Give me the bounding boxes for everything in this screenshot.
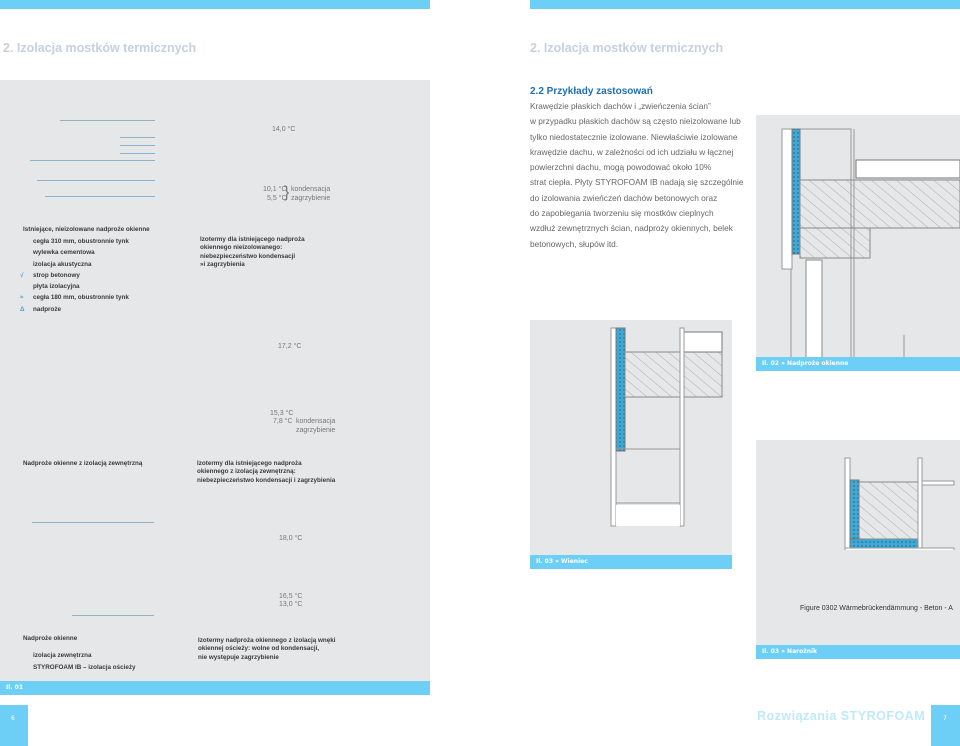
page-number-right: 7 xyxy=(931,705,960,746)
section-heading: 2.2 Przykłady zastosowań xyxy=(530,86,653,97)
isotherm-caption: Izotermy dla istniejącego nadproża okiennego nieizolowanego: niebezpieczeństwo kondensacji »i zagrzybienia xyxy=(200,236,305,269)
top-bar-left xyxy=(0,0,430,9)
isotherm-temp: 18,0 °C xyxy=(279,535,303,542)
page-number-left: 6 xyxy=(0,705,28,746)
figure-title: Nadproże okienne z izolacją zewnętrzną xyxy=(23,460,143,467)
brace-icon: } xyxy=(284,184,290,201)
page-title-left: 2. Izolacja mostków termicznych xyxy=(3,41,197,55)
ring-beam-drawing xyxy=(530,320,732,555)
isotherm-temp: 10,1 °C xyxy=(263,186,287,193)
corner-drawing xyxy=(756,440,960,550)
top-bar-right xyxy=(530,0,960,9)
isotherm-caption: Izotermy nadproża okiennego z izolacją wnęki okiennej ościeży: wolne od kondensacji, nie występuje zagrzybienie xyxy=(198,637,336,661)
mould-label: zagrzybienie xyxy=(291,195,331,202)
figure-caption: Il. 01 xyxy=(0,681,430,695)
legend-item: Δ nadproże xyxy=(20,305,61,313)
figure-caption: Il. 03 » Wieniec xyxy=(530,555,732,569)
body-text: Krawędzie płaskich dachów i „zwieńczenia ścian” w przypadku płaskich dachów są często nieizolowane lub tylko niedostatecznie izolowane. Niewłaściwie izolowane krawędzie dachu, w zależności od ich udziału w łącznej powierzchni dachu, mogą powodować około 10% strat ciepła. Płyty STYROFOAM IB nadają się szczególnie do izolowania zwieńczeń dachów betonowych oraz do zapobiegania tworzeniu się mostków cieplnych wzdłuż zewnętrznych ścian, nadproży okiennych, belek betonowych, słupów itd. xyxy=(530,101,744,249)
figure-panel-left xyxy=(0,80,430,695)
isotherm-temp: 17,2 °C xyxy=(278,343,302,350)
isotherm-temp: 15,3 °C xyxy=(270,410,294,417)
figure-window-lintel xyxy=(756,115,960,371)
lintel-drawing xyxy=(756,115,960,357)
isotherm-temp: 16,5 °C xyxy=(279,593,303,600)
isotherm-temp: 13,0 °C xyxy=(279,601,303,608)
isotherm-temp: 14,0 °C xyxy=(272,126,296,133)
figure-note: Figure 0302 Wärmebrückendämmung - Beton - A xyxy=(800,605,953,612)
figure-title: Nadproże okienne xyxy=(23,635,78,642)
condensation-label: kondensacja xyxy=(296,418,336,425)
page-title-right: 2. Izolacja mostków termicznych xyxy=(530,41,724,55)
figure-title: Istniejące, nieizolowane nadproże okienne xyxy=(23,226,150,233)
mould-label: zagrzybienie xyxy=(296,427,336,434)
legend-item: izolacja akustyczna xyxy=(33,260,92,268)
legend-list xyxy=(20,238,129,317)
legend-item: ≈ cegła 180 mm, obustronnie tynk xyxy=(20,294,129,302)
figure-corner xyxy=(756,440,960,659)
figure-caption: Il. 02 » Nadproże okienne xyxy=(756,357,960,371)
legend-item: cegła 310 mm, obustronnie tynk xyxy=(33,238,129,245)
legend-item: płyta izolacyjna xyxy=(33,283,80,291)
figure-caption: Il. 03 » Narożnik xyxy=(756,645,960,659)
footer-brand: Rozwiązania STYROFOAM xyxy=(757,709,926,723)
condensation-label: kondensacja xyxy=(291,186,331,193)
isotherm-temp: 5,5 °C xyxy=(267,195,287,202)
legend-item: √ strop betonowy xyxy=(20,271,80,279)
figure-ring-beam xyxy=(530,320,732,569)
isotherm-caption: Izotermy dla istniejącego nadproża okiennego z izolacją zewnętrzną: niebezpieczeństwo kondensacji i zagrzybienia xyxy=(197,460,336,484)
isotherm-temp: 7,8 °C xyxy=(273,418,293,425)
legend-item: STYROFOAM IB – izolacja ościeży xyxy=(33,664,136,671)
legend-item: izolacja zewnętrzna xyxy=(33,652,92,659)
legend-item: wylewka cementowa xyxy=(33,249,95,257)
